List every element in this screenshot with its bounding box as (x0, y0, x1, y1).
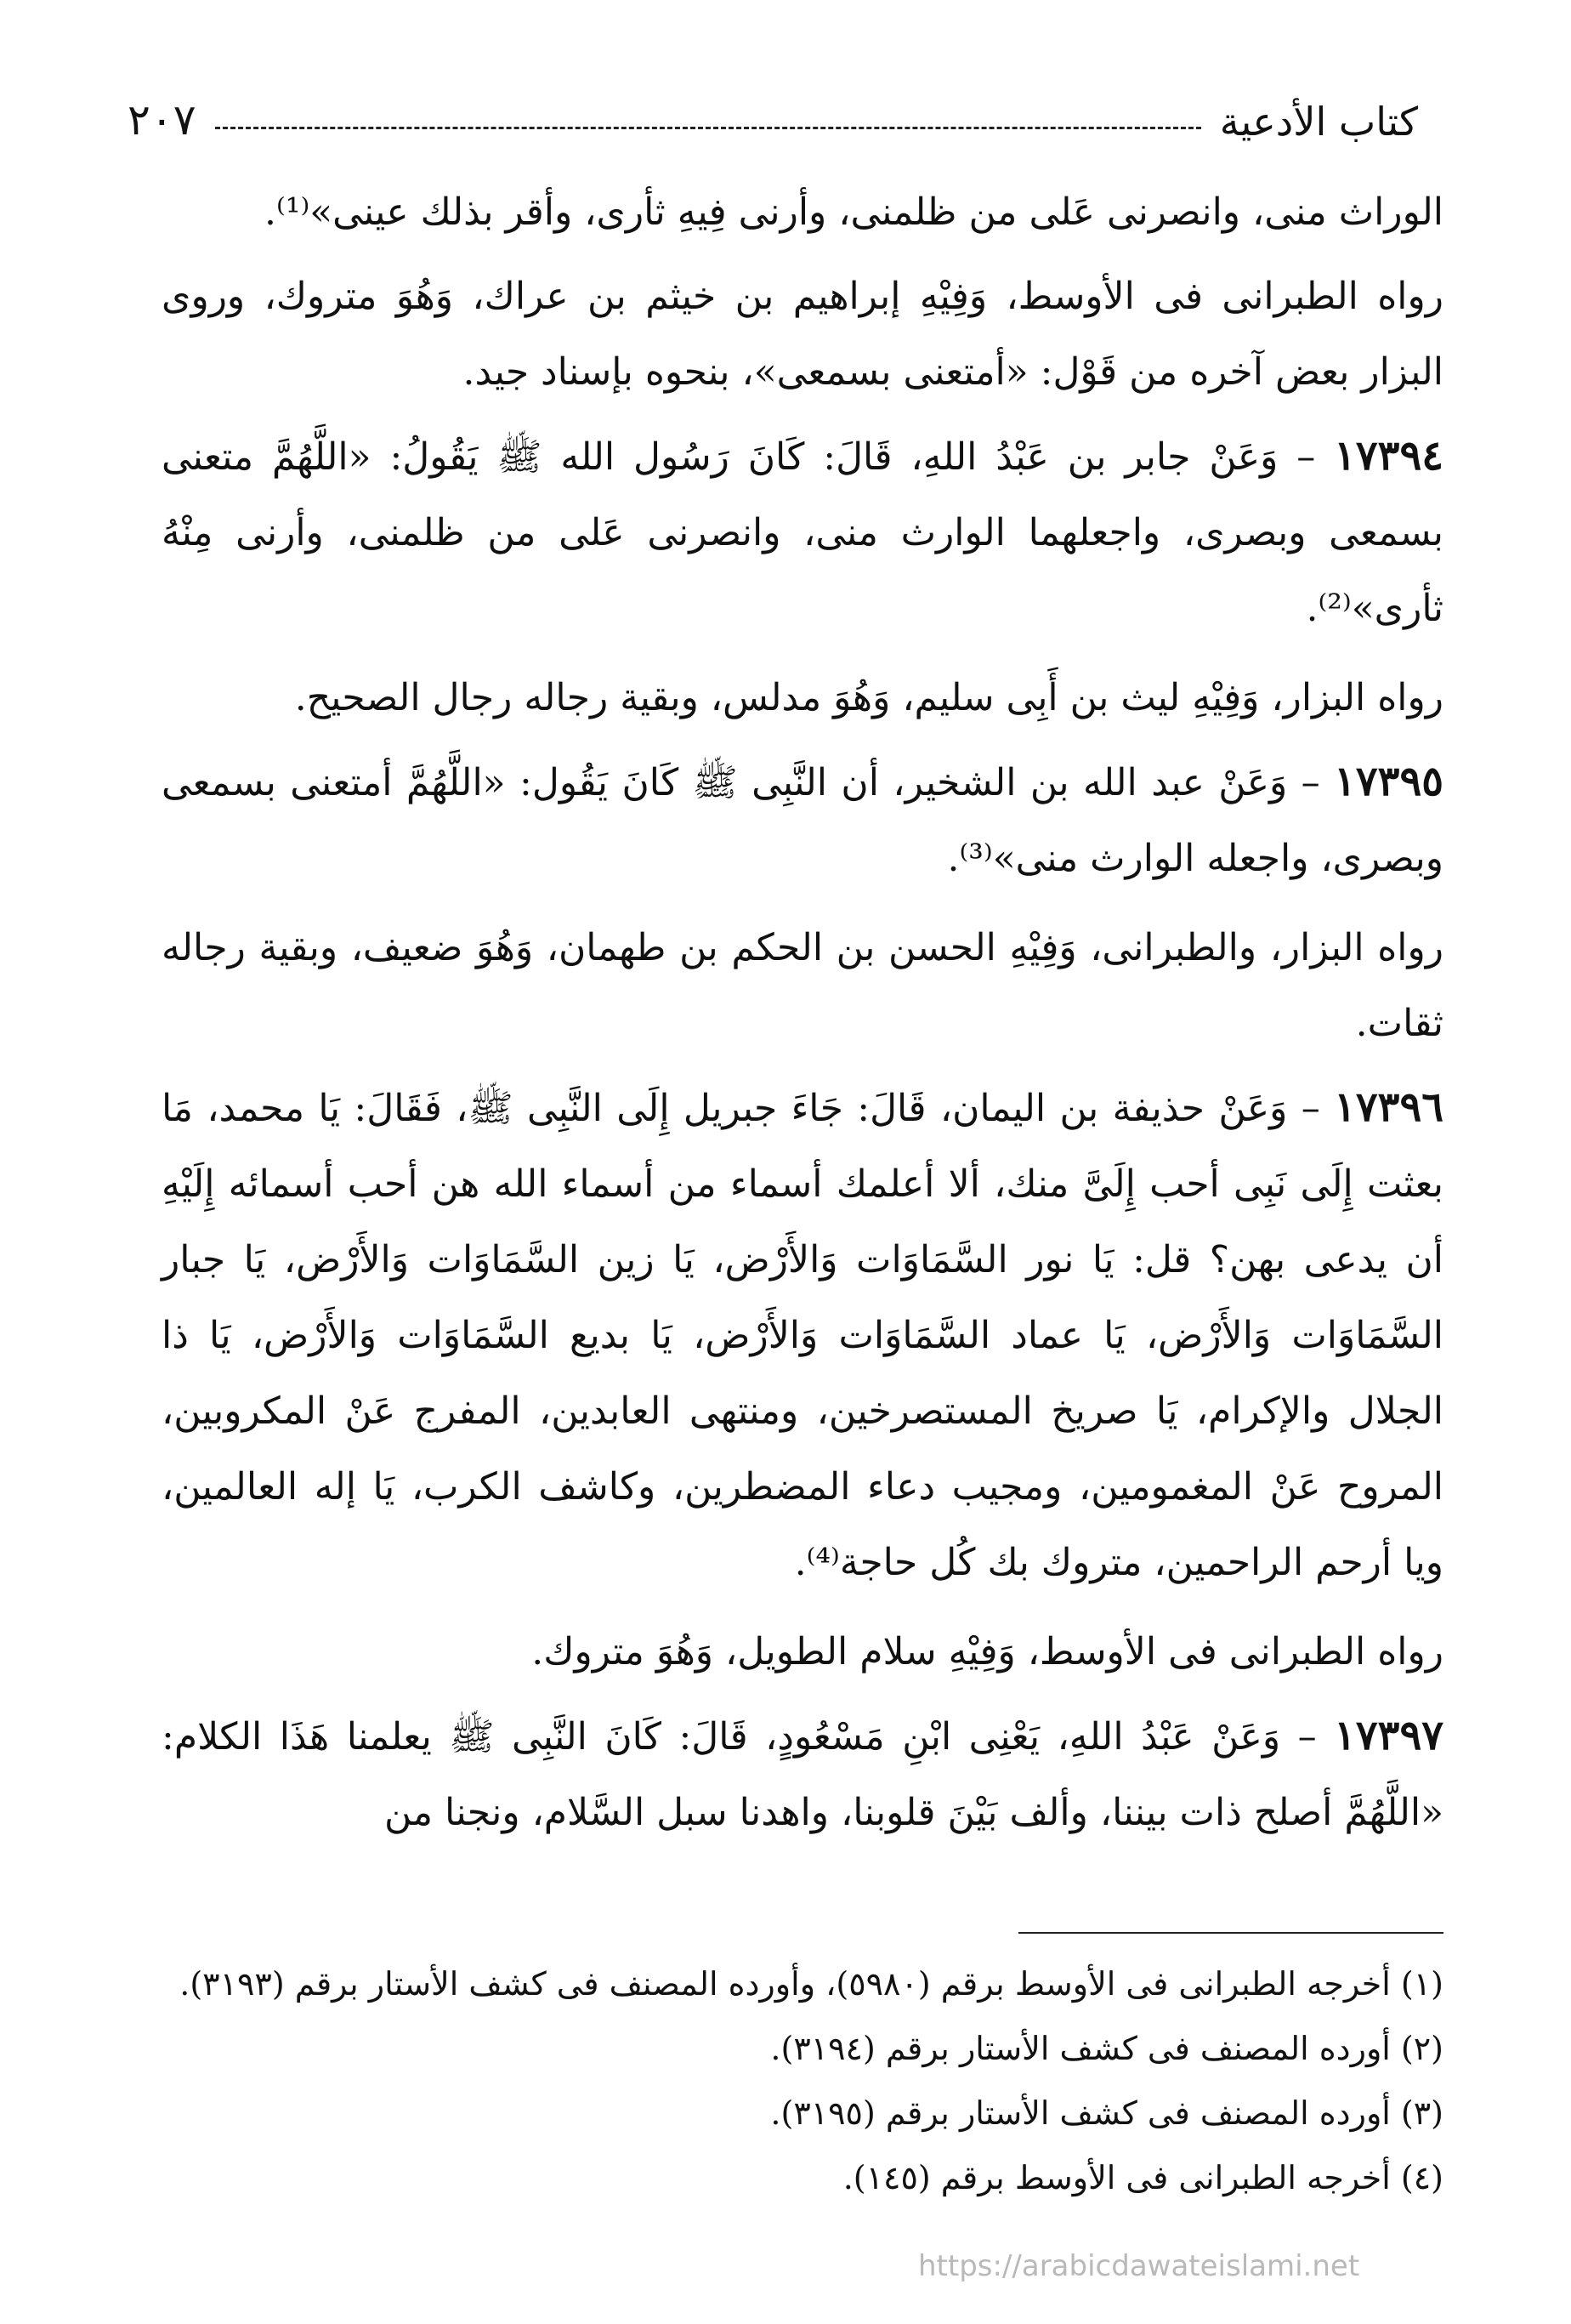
hadith-number: ١٧٣٩٥ (1334, 758, 1443, 805)
hadith-number: ١٧٣٩٧ (1334, 1712, 1443, 1759)
hadith-text: – وَعَنْ عبد الله بن الشخير، أن النَّبِى ﷺ كَانَ يَقُول: «اللَّهُمَّ أمتعنى بسمعى وبصرى، واجعله الوارث منى»⁽³⁾. (162, 761, 1443, 880)
header-dashed-rule (215, 127, 1201, 129)
hadith-text: – وَعَنْ عَبْدُ اللهِ، يَعْنِى ابْنِ مَسْعُودٍ، قَالَ: كَانَ النَّبِى ﷺ يعلمنا هَذَا الكلام: «اللَّهُمَّ أصلح ذات بيننا، وألف بَيْنَ قلوبنا، واهدنا سبل السَّلام، ونجنا من (162, 1715, 1443, 1834)
hadith-text: – وَعَنْ حذيفة بن اليمان، قَالَ: جَاءَ جبريل إِلَى النَّبِى ﷺ، فَقَالَ: يَا محمد، مَا بعثت إِلَى نَبِى أحب إِلَىَّ منك، ألا أعلمك أسماء من أسماء الله هن أحب أسمائه إِلَيْهِ أن يدعى بهن؟ قل: يَا نور السَّمَاوَات وَالأَرْض، يَا زين السَّمَاوَات وَالأَرْض، يَا جبار السَّمَاوَات وَالأَرْض، يَا عماد السَّمَاوَات وَالأَرْض، يَا بديع السَّمَاوَات وَالأَرْض، يَا ذا الجلال والإكرام، يَا صريخ المستصرخين، ومنتهى العابدين، المفرج عَنْ المكروبين، المروح عَنْ المغمومين، ومجيب دعاء المضطرين، وكاشف الكرب، يَا إله العالمين، ويا أرحم الراحمين، متروك بك كُل حاجة⁽⁴⁾. (162, 1087, 1443, 1584)
page-number: ٢٠٧ (128, 95, 196, 145)
running-header (128, 85, 1418, 145)
paragraph: الوراث منى، وانصرنى عَلى من ظلمنى، وأرنى فِيهِ ثأرى، وأقر بذلك عينى»⁽¹⁾. (264, 190, 1443, 234)
watermark: https://arabicdawateislami.net (918, 2249, 1360, 2283)
hadith-number: ١٧٣٩٦ (1334, 1083, 1443, 1131)
footnotes (170, 1952, 1443, 2210)
hadith-text: – وَعَنْ جابر بن عَبْدُ اللهِ، قَالَ: كَانَ رَسُول الله ﷺ يَقُولُ: «اللَّهُمَّ متعنى بسمعى وبصرى، واجعلهما الوارث منى، وانصرنى عَلى من ظلمنى، وأرنى مِنْهُ ثأرى»⁽²⁾. (162, 435, 1443, 630)
chapter-title: كتاب الأدعية (1219, 99, 1418, 145)
paragraph: رواه الطبرانى فى الأوسط، وَفِيْهِ سلام الطويل، وَهُوَ متروك. (531, 1630, 1443, 1673)
paragraph: رواه البزار، وَفِيْهِ ليث بن أَبِى سليم، وَهُوَ مدلس، وبقية رجاله رجال الصحيح. (294, 676, 1443, 719)
main-text (162, 174, 1443, 1859)
footnote: (٤) أخرجه الطبرانى فى الأوسط برقم (١٤٥). (842, 2159, 1443, 2196)
footnote-separator (1018, 1932, 1443, 1934)
paragraph: رواه البزار، والطبرانى، وَفِيْهِ الحسن بن الحكم بن طهمان، وَهُوَ ضعيف، وبقية رجاله ثقات. (162, 926, 1443, 1045)
footnote: (٣) أورده المصنف فى كشف الأستار برقم (٣١٩٥). (770, 2094, 1443, 2132)
footnote: (١) أخرجه الطبرانى فى الأوسط برقم (٥٩٨٠)، وأورده المصنف فى كشف الأستار برقم (٣١٩٣). (179, 1965, 1443, 2003)
hadith-entry (162, 1698, 1443, 1850)
hadith-entry (162, 418, 1443, 646)
paragraph: رواه الطبرانى فى الأوسط، وَفِيْهِ إبراهيم بن خيثم بن عراك، وَهُوَ متروك، وروى البزار بعض آخره من قَوْل: «أمتعنى بسمعى»، بنحوه بإسناد جيد. (162, 275, 1443, 394)
footnote: (٢) أورده المصنف فى كشف الأستار برقم (٣١٩٤). (770, 2030, 1443, 2067)
hadith-number: ١٧٣٩٤ (1334, 432, 1443, 480)
hadith-entry (162, 744, 1443, 896)
hadith-entry (162, 1070, 1443, 1600)
